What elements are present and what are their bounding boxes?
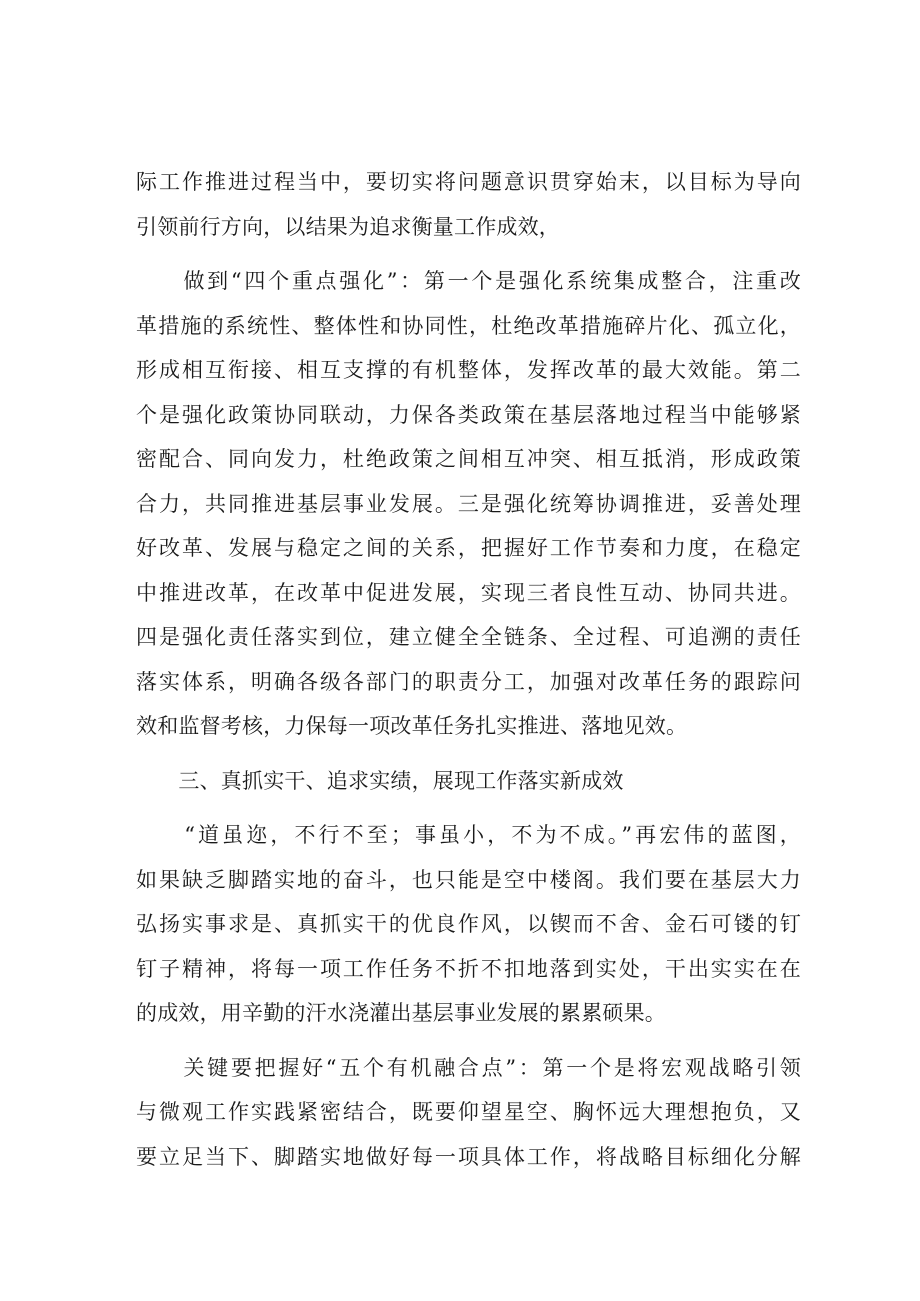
- text-line: 合力，共同推进基层事业发展。三是强化统筹协调推进，妥善处理: [136, 491, 801, 516]
- text-line: 四是强化责任落实到位，建立健全全链条、全过程、可追溯的责任: [136, 625, 801, 649]
- text-line: “道虽迩，不行不至；事虽小，不为不成。”再宏伟的蓝图，: [136, 823, 801, 847]
- paragraph-five-integration-points: [136, 1046, 801, 1180]
- text-line: 密配合、同向发力，杜绝政策之间相互冲突、相互抵消，形成政策: [136, 447, 801, 471]
- text-line: 钉子精神，将每一项工作任务不折不扣地落到实处，干出实实在在: [136, 956, 801, 981]
- document-body: [136, 160, 801, 1179]
- text-line: 与微观工作实践紧密结合，既要仰望星空、胸怀远大理想抱负，又: [136, 1100, 801, 1124]
- section-heading: [136, 759, 801, 804]
- paragraph-continuation: [136, 160, 801, 249]
- text-line: 要立足当下、脚踏实地做好每一项具体工作，将战略目标细化分解: [136, 1144, 801, 1169]
- text-line: 形成相互衔接、相互支撑的有机整体，发挥改革的最大效能。第二: [136, 358, 801, 382]
- text-line: 革措施的系统性、整体性和协同性，杜绝改革措施碎片化、孤立化，: [136, 313, 801, 338]
- text-line: 落实体系，明确各级各部门的职责分工，加强对改革任务的跟踪问: [136, 669, 801, 694]
- paragraph-quote: [136, 813, 801, 1036]
- text-line: 如果缺乏脚踏实地的奋斗，也只能是空中楼阁。我们要在基层大力: [136, 867, 801, 892]
- section-heading-text: 三、真抓实干、追求实绩，展现工作落实新成效: [136, 768, 624, 793]
- text-line: 好改革、发展与稳定之间的关系，把握好工作节奏和力度，在稳定: [136, 536, 801, 560]
- text-line: 引领前行方向，以结果为追求衡量工作成效，: [136, 214, 560, 239]
- text-line: 做到“四个重点强化”：第一个是强化系统集成整合，注重改: [136, 269, 801, 293]
- text-line: 的成效，用辛勤的汗水浇灌出基层事业发展的累累硕果。: [136, 1001, 666, 1025]
- text-line: 弘扬实事求是、真抓实干的优良作风，以锲而不舍、金石可镂的钉: [136, 912, 801, 936]
- text-line: 效和监督考核，力保每一项改革任务扎实推进、落地见效。: [136, 714, 688, 738]
- text-line: 际工作推进过程当中，要切实将问题意识贯穿始末，以目标为导向: [136, 170, 801, 194]
- text-line: 中推进改革，在改革中促进发展，实现三者良性互动、协同共进。: [136, 580, 801, 605]
- text-line: 个是强化政策协同联动，力保各类政策在基层落地过程当中能够紧: [136, 402, 801, 427]
- paragraph-four-key-strengthenings: [136, 259, 801, 749]
- text-line: 关键要把握好“五个有机融合点”：第一个是将宏观战略引领: [136, 1055, 801, 1080]
